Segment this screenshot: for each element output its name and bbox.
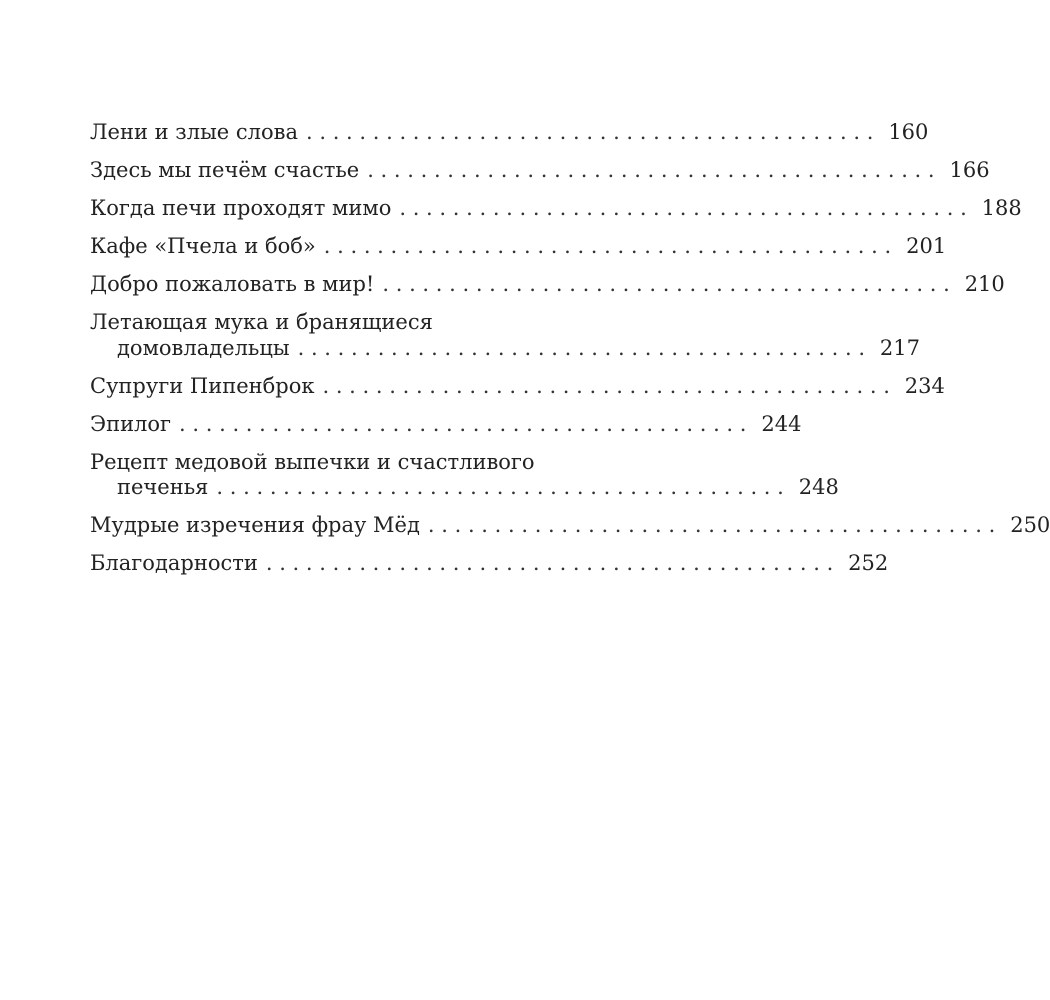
- toc-line: [90, 196, 1022, 222]
- toc-entry-title: Мудрые изречения фрау Мёд: [90, 513, 420, 537]
- table-of-contents: [90, 120, 1050, 589]
- toc-entry-page: 244: [761, 411, 802, 436]
- toc-entry[interactable]: [90, 373, 945, 400]
- toc-entry[interactable]: [90, 411, 802, 438]
- toc-entry-title: Лени и злые слова: [90, 120, 298, 144]
- toc-entry-title: Эпилог: [90, 411, 172, 436]
- toc-line: [90, 513, 1050, 539]
- toc-entry-title: Супруги Пипенброк: [90, 373, 315, 398]
- toc-entry-title: Когда печи проходят мимо: [90, 196, 392, 220]
- toc-entry-page: 252: [848, 551, 889, 575]
- toc-line: [90, 120, 929, 146]
- toc-entry-page: 250: [1010, 513, 1050, 537]
- toc-entry-title-line1: Летающая мука и бранящиеся: [90, 310, 433, 334]
- toc-entry[interactable]: [90, 272, 1005, 298]
- dot-leader: . . . . . . . . . . . . . . . . . . . . . . . . . . . . . . . . . . . . . . . . . . .: [179, 411, 747, 436]
- dot-leader: . . . . . . . . . . . . . . . . . . . . . . . . . . . . . . . . . . . . . . . . . . .: [399, 196, 967, 220]
- toc-entry[interactable]: [90, 196, 1022, 222]
- toc-entry-title-line2: печенья: [117, 475, 209, 499]
- dot-leader: . . . . . . . . . . . . . . . . . . . . . . . . . . . . . . . . . . . . . . . . . . .: [427, 513, 996, 537]
- dot-leader: . . . . . . . . . . . . . . . . . . . . . . . . . . . . . . . . . . . . . . . . . . .: [297, 335, 865, 360]
- toc-entry-page: 166: [949, 158, 990, 182]
- toc-entry-page: 160: [888, 120, 929, 144]
- toc-entry-title-line2: домовладельцы: [117, 335, 290, 360]
- toc-entry[interactable]: [90, 158, 990, 184]
- toc-entry[interactable]: [90, 234, 947, 260]
- toc-entry-page: 188: [981, 196, 1022, 220]
- toc-entry-title: Благодарности: [90, 551, 258, 575]
- dot-leader: . . . . . . . . . . . . . . . . . . . . . . . . . . . . . . . . . . . . . . . . . . .: [382, 272, 950, 296]
- toc-line: [90, 158, 990, 184]
- toc-line: [90, 551, 889, 577]
- dot-leader: . . . . . . . . . . . . . . . . . . . . . . . . . . . . . . . . . . . . . . . . . . .: [323, 234, 892, 258]
- dot-leader: . . . . . . . . . . . . . . . . . . . . . . . . . . . . . . . . . . . . . . . . . . .: [265, 551, 834, 575]
- toc-entry-title: Добро пожаловать в мир!: [90, 272, 375, 296]
- toc-line: [90, 272, 1005, 298]
- dot-leader: . . . . . . . . . . . . . . . . . . . . . . . . . . . . . . . . . . . . . . . . . . .: [306, 120, 874, 144]
- toc-line: [90, 475, 839, 501]
- toc-entry[interactable]: [90, 513, 1050, 539]
- toc-entry[interactable]: [90, 310, 920, 361]
- toc-entry-title: Здесь мы печём счастье: [90, 158, 360, 182]
- toc-entry-page: 234: [904, 373, 945, 398]
- toc-entry-page: 248: [798, 475, 839, 499]
- toc-entry[interactable]: [90, 551, 889, 577]
- dot-leader: . . . . . . . . . . . . . . . . . . . . . . . . . . . . . . . . . . . . . . . . . . .: [367, 158, 935, 182]
- toc-entry-page: 217: [879, 335, 920, 360]
- toc-entry[interactable]: [90, 449, 839, 501]
- toc-entry[interactable]: [90, 120, 929, 146]
- toc-line: [90, 411, 802, 438]
- toc-entry-page: 201: [906, 234, 947, 258]
- toc-entry-title: Кафе «Пчела и боб»: [90, 234, 316, 258]
- dot-leader: . . . . . . . . . . . . . . . . . . . . . . . . . . . . . . . . . . . . . . . . . . .: [322, 373, 890, 398]
- toc-entry-page: 210: [964, 272, 1005, 296]
- toc-line: [90, 373, 945, 400]
- dot-leader: . . . . . . . . . . . . . . . . . . . . . . . . . . . . . . . . . . . . . . . . . . .: [216, 475, 784, 499]
- toc-line: [90, 234, 947, 260]
- toc-entry-title-line1: Рецепт медовой выпечки и счастливого: [90, 449, 535, 474]
- toc-line: [90, 335, 920, 362]
